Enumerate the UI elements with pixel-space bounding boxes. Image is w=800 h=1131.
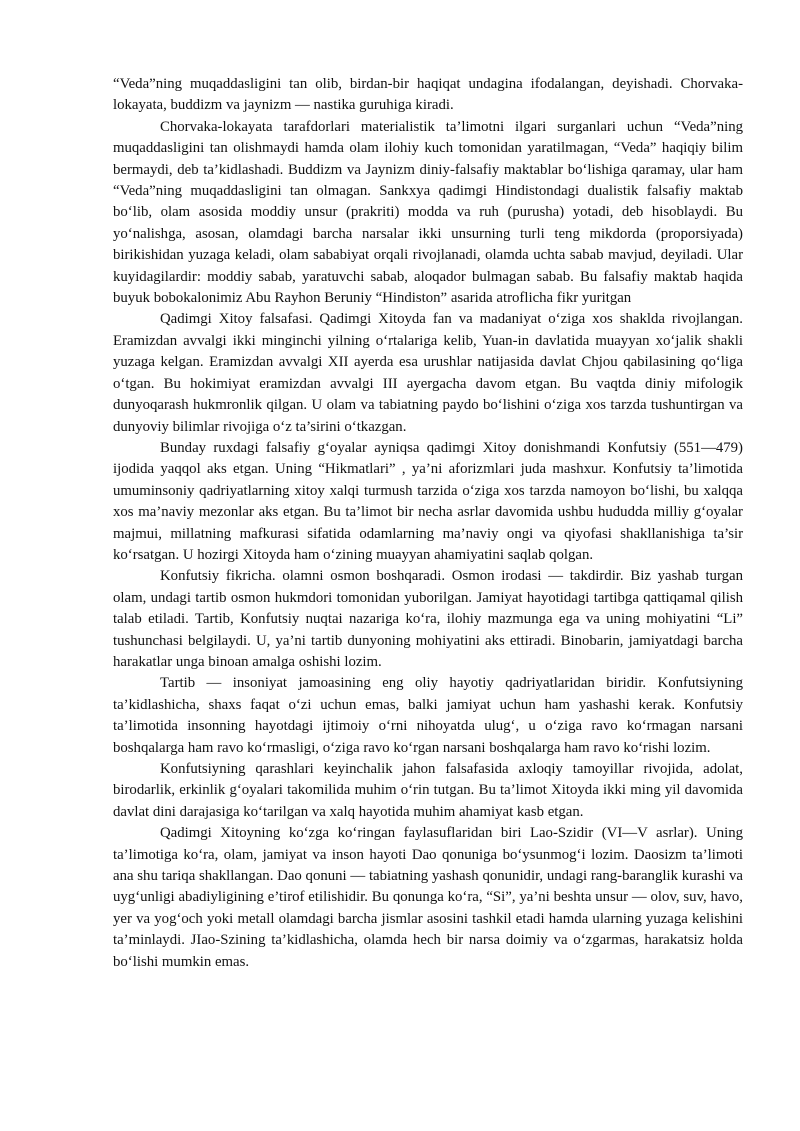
paragraph-8: Qadimgi Xitoyning ko‘zga ko‘ringan faylasuflaridan biri Lao-Szidir (VI—V asrlar). Uning ta’limotiga ko‘ra, olam, jamiyat va inson hayoti Dao qonuniga bo‘ysunmog‘i lozim. Daosizm ta’limoti ana shu tariqa shakllangan. Dao qonuni — tabiatning yashash qonunidir, undagi rang-baranglik kurashi va uyg‘unligi abadiyligining e’tirof etilishidir. Bu qonunga ko‘ra, “Si”, ya’ni beshta unsur — olov, suv, havo, yer va yog‘och yoki metall olamdagi barcha jismlar asosini tashkil etadi hamda ularning yuzaga kelishini ta’minlaydi. JIao-Szining ta’kidlashicha, olamda hech bir narsa doimiy va o‘zgarmas, harakatsiz holda bo‘lishi mumkin emas. xyxy=(113,825,743,970)
paragraph-1: “Veda”ning muqaddasligini tan olib, birdan-bir haqiqat undagina ifodalangan, deyishadi. Chorvaka-lokayata, buddizm va jaynizm — nastika guruhiga kiradi. xyxy=(113,76,743,114)
paragraph-5: Konfutsiy fikricha. olamni osmon boshqaradi. Osmon irodasi — takdirdir. Biz yashab turgan olam, undagi tartib osmon hukmdori tomonidan yuborilgan. Jamiyat hayotidagi tartibga qattiqamal qilish talab etiladi. Tartib, Konfutsiy nuqtai nazariga ko‘ra, ilohiy mazmunga ega va uning mohiyatini “Li” tushunchasi belgilaydi. U, ya’ni tartib dunyoning mohiyatini aks ettiradi. Binobarin, jamiyatdagi barcha harakatlar unga binoan amalga oshishi lozim. xyxy=(113,568,743,670)
paragraph-4: Bunday ruxdagi falsafiy g‘oyalar ayniqsa qadimgi Xitoy donishmandi Konfutsiy (551—479) ijodida yaqqol aks etgan. Uning “Hikmatlari” , ya’ni aforizmlari juda mashxur. Konfutsiy ta’limotida umuminsoniy qadriyatlarning xitoy xalqi turmush tarzida o‘ziga xos tarzda namoyon bo‘lishi, bu xalqqa xos ma’naviy mezonlar aks etgan. Bu ta’limot bir necha asrlar davomida ushbu hududda milliy g‘oyalar majmui, millatning mafkurasi sifatida odamlarning ma’naviy ongi va qiyofasi shakllanishiga ta’sir ko‘rsatgan. U hozirgi Xitoyda ham o‘zining muayyan ahamiyatini saqlab qolgan. xyxy=(113,439,743,563)
paragraph-7: Konfutsiyning qarashlari keyinchalik jahon falsafasida axloqiy tamoyillar rivojida, adolat, birodarlik, erkinlik g‘oyalari takomilida muhim o‘rin tutgan. Bu ta’limot Xitoyda ikki ming yil davomida davlat dini darajasiga ko‘tarilgan va xalq hayotida muhim ahamiyat kasb etgan. xyxy=(113,761,743,820)
paragraph-3: Qadimgi Xitoy falsafasi. Qadimgi Xitoyda fan va madaniyat o‘ziga xos shaklda rivojlangan. Eramizdan avvalgi ikki minginchi yilning o‘rtalariga kelib, Yuan-in davlatida muayyan xo‘jalik shakli yuzaga kelgan. Eramizdan avvalgi XII ayerda esa urushlar natijasida davlat Chjou qabilasining qo‘liga o‘tgan. Bu hokimiyat eramizdan avvalgi III ayergacha davom etgan. Bu vaqtda diniy mifologik dunyoqarash hukmronlik qilgan. U olam va tabiatning paydo bo‘lishini o‘ziga xos tarzda tushuntirgan va dunyoviy bilimlar rivojiga o‘z ta’sirini o‘tkazgan. xyxy=(113,311,743,435)
document-page xyxy=(113,74,743,973)
paragraph-2: Chorvaka-lokayata tarafdorlari materialistik ta’limotni ilgari surganlari uchun “Veda”ning muqaddasligini tan olishmaydi hamda olam ilohiy kuch tomonidan yaratilmagan, “Veda” haqiqiy bilim bermaydi, deb ta’kidlashadi. Buddizm va Jaynizm diniy-falsafiy maktablar bo‘lishiga qaramay, ular ham “Veda”ning muqaddasligini tan olmagan. Sankxya qadimgi Hindistondagi dualistik falsafiy maktab bo‘lib, olam asosida moddiy unsur (prakriti) modda va ruh (purusha) yotadi, deb hisoblaydi. Bu yo‘nalishga, asosan, olamdagi barcha narsalar ikki unsurning turli teng mikdorda (proporsiyada) birikishidan yuzaga keladi, olam sababiyat orqali rivojlanadi, olamda uchta sabab mavjud, deyiladi. Ular kuyidagilardir: moddiy sabab, yaratuvchi sabab, aloqador bulmagan sabab. Bu falsafiy maktab haqida buyuk bobokalonimiz Abu Rayhon Beruniy “Hindiston” asarida atroflicha fikr yuritgan xyxy=(113,118,743,307)
paragraph-6: Tartib — insoniyat jamoasining eng oliy hayotiy qadriyatlaridan biridir. Konfutsiyning ta’kidlashicha, shaxs faqat o‘zi uchun emas, balki jamiyat uchun ham yashashi kerak. Konfutsiy ta’limotida insonning hayotdagi ijtimoiy o‘rni nihoyatda ulug‘, u o‘ziga ravo ko‘rmagan narsani boshqalarga ham ravo ko‘rmasligi, o‘ziga ravo ko‘rgan narsani boshqalarga ham ravo ko‘rishi lozim. xyxy=(113,675,743,756)
